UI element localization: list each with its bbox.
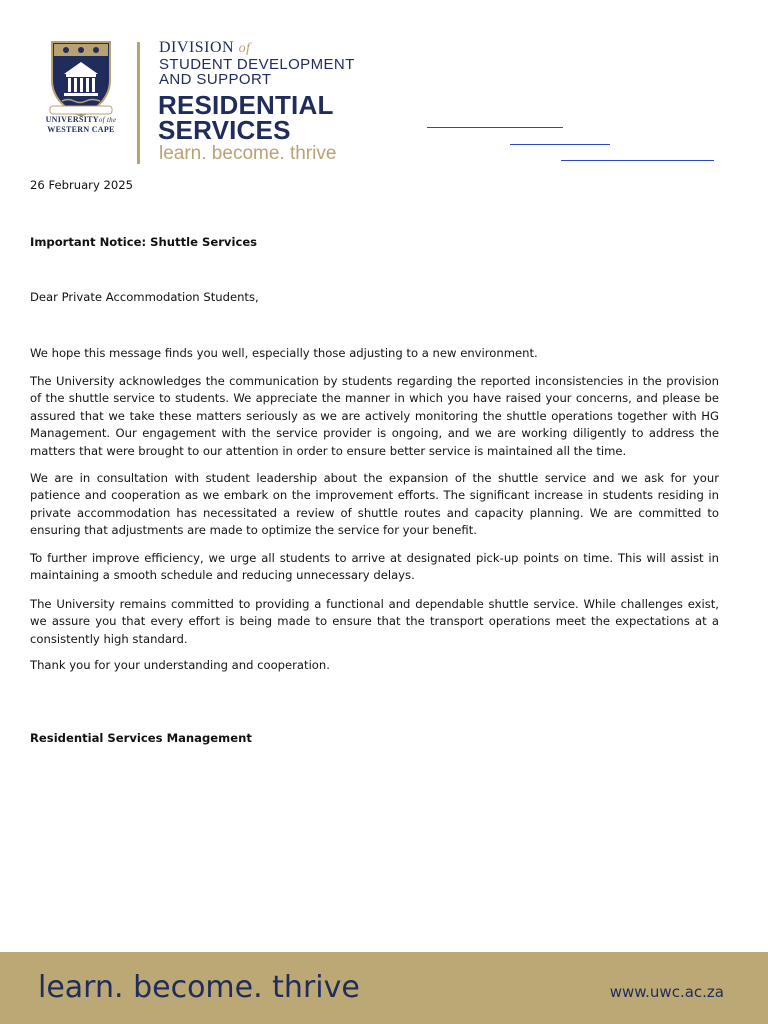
university-name: UNIVERSITYof the WESTERN CAPE (45, 115, 117, 134)
department-name-line1: RESIDENTIAL (158, 90, 334, 120)
footer-tagline: learn. become. thrive (38, 970, 360, 1005)
division-heading: DIVISION of (159, 39, 251, 56)
division-name-line2: AND SUPPORT (159, 71, 272, 88)
letter-paragraph: Thank you for your understanding and cooperation. (30, 658, 330, 672)
letter-date: 26 February 2025 (30, 178, 134, 192)
letter-paragraph: To further improve efficiency, we urge all students to arrive at designated pick-up points on time. This will assist in maintaining a smooth schedule and reducing unnecessary delays. (30, 551, 719, 583)
letter-subject: Important Notice: Shuttle Services (30, 235, 258, 249)
letter-paragraph: We are in consultation with student leadership about the expansion of the shuttle service and we ask for your patience and cooperation as we embark on the improvement efforts. The significant increase in students residing in private accommodation has necessitated a review of shuttle routes and capacity planning. We are committed to ensuring that adjustments are made to optimize the service for your benefit. (30, 471, 719, 538)
letter-paragraph: The University acknowledges the communication by students regarding the reported inconsistencies in the provision of the shuttle service to students. We appreciate the manner in which you have raised your concerns, and please be assured that we take these matters seriously as we are actively monitoring the shuttle operations together with HG Management. Our engagement with the service provider is ongoing, and we are working diligently to address the matters that were brought to our attention in order to ensure better service is maintained all the time. (30, 374, 719, 458)
footer-band (0, 952, 768, 1024)
hyperlink-underline[interactable] (510, 144, 610, 145)
letter-salutation: Dear Private Accommodation Students, (30, 290, 259, 304)
division-name-line1: STUDENT DEVELOPMENT (159, 56, 355, 73)
letter-signoff: Residential Services Management (30, 731, 252, 745)
hyperlink-underline[interactable] (427, 127, 563, 128)
department-name-line2: SERVICES (158, 115, 291, 145)
footer-website-link[interactable]: www.uwc.ac.za (609, 983, 724, 1001)
hyperlink-underline[interactable] (561, 160, 714, 161)
letterhead-tagline: learn. become. thrive (159, 143, 337, 164)
letter-paragraph: We hope this message finds you well, especially those adjusting to a new environment. (30, 346, 538, 360)
letterhead-divider (137, 42, 140, 164)
letterhead (44, 40, 404, 166)
letter-paragraph: The University remains committed to providing a functional and dependable shuttle service. While challenges exist, we assure you that every effort is being made to ensure that the transport operations meet the expectations at a consistently high standard. (30, 597, 719, 646)
